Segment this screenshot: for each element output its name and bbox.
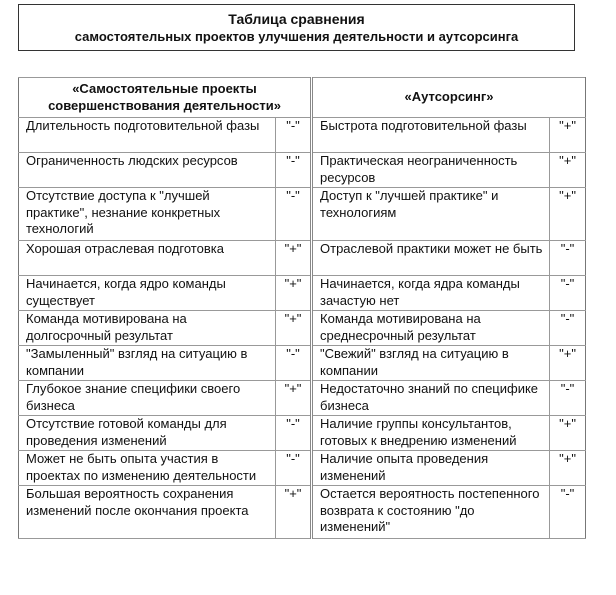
self-project-mark: "-" xyxy=(276,451,312,486)
outsourcing-feature: Отраслевой практики может не быть xyxy=(312,241,550,276)
table-body xyxy=(19,118,586,539)
outsourcing-mark: "+" xyxy=(550,451,586,486)
outsourcing-mark: "+" xyxy=(550,118,586,153)
self-project-feature: Команда мотивирована на долгосрочный результат xyxy=(19,311,276,346)
self-project-mark: "-" xyxy=(276,346,312,381)
outsourcing-mark: "-" xyxy=(550,241,586,276)
outsourcing-mark: "-" xyxy=(550,311,586,346)
self-project-feature: Глубокое знание специфики своего бизнеса xyxy=(19,381,276,416)
outsourcing-feature: Доступ к "лучшей практике" и технологиям xyxy=(312,188,550,241)
outsourcing-feature: Быстрота подготовительной фазы xyxy=(312,118,550,153)
table-row xyxy=(19,486,586,539)
table-row xyxy=(19,311,586,346)
self-project-feature: Отсутствие готовой команды для проведения изменений xyxy=(19,416,276,451)
outsourcing-feature: Начинается, когда ядра команды зачастую нет xyxy=(312,276,550,311)
outsourcing-mark: "+" xyxy=(550,153,586,188)
outsourcing-mark: "+" xyxy=(550,188,586,241)
self-project-mark: "-" xyxy=(276,153,312,188)
table-row xyxy=(19,276,586,311)
self-project-mark: "-" xyxy=(276,118,312,153)
document-title-box xyxy=(18,4,575,51)
table-row xyxy=(19,416,586,451)
outsourcing-feature: Остается вероятность постепенного возврата к состоянию "до изменений" xyxy=(312,486,550,539)
header-outsourcing: «Аутсорсинг» xyxy=(312,78,586,118)
self-project-mark: "-" xyxy=(276,188,312,241)
self-project-mark: "-" xyxy=(276,416,312,451)
comparison-table xyxy=(18,77,586,539)
outsourcing-feature: Наличие опыта проведения изменений xyxy=(312,451,550,486)
self-project-feature: Большая вероятность сохранения изменений после окончания проекта xyxy=(19,486,276,539)
outsourcing-mark: "-" xyxy=(550,276,586,311)
table-row xyxy=(19,188,586,241)
outsourcing-feature: "Свежий" взгляд на ситуацию в компании xyxy=(312,346,550,381)
outsourcing-mark: "+" xyxy=(550,346,586,381)
table-row xyxy=(19,346,586,381)
table-row xyxy=(19,241,586,276)
self-project-feature: Может не быть опыта участия в проектах по изменению деятельности xyxy=(19,451,276,486)
header-self-projects: «Самостоятельные проекты совершенствования деятельности» xyxy=(19,78,312,118)
document-subtitle: самостоятельных проектов улучшения деятельности и аутсорсинга xyxy=(74,28,519,44)
self-project-mark: "+" xyxy=(276,276,312,311)
outsourcing-feature: Недостаточно знаний по специфике бизнеса xyxy=(312,381,550,416)
outsourcing-feature: Практическая неограниченность ресурсов xyxy=(312,153,550,188)
table-row xyxy=(19,153,586,188)
self-project-feature: Длительность подготовительной фазы xyxy=(19,118,276,153)
outsourcing-mark: "-" xyxy=(550,486,586,539)
self-project-feature: "Замыленный" взгляд на ситуацию в компании xyxy=(19,346,276,381)
table-row xyxy=(19,381,586,416)
document-title: Таблица сравнения xyxy=(228,10,365,27)
outsourcing-mark: "+" xyxy=(550,416,586,451)
self-project-mark: "+" xyxy=(276,241,312,276)
outsourcing-feature: Наличие группы консультантов, готовых к внедрению изменений xyxy=(312,416,550,451)
self-project-feature: Хорошая отраслевая подготовка xyxy=(19,241,276,276)
table-row xyxy=(19,451,586,486)
self-project-mark: "+" xyxy=(276,381,312,416)
self-project-feature: Отсутствие доступа к "лучшей практике", незнание конкретных технологий xyxy=(19,188,276,241)
self-project-mark: "+" xyxy=(276,486,312,539)
self-project-feature: Начинается, когда ядро команды существует xyxy=(19,276,276,311)
self-project-feature: Ограниченность людских ресурсов xyxy=(19,153,276,188)
table-row xyxy=(19,118,586,153)
self-project-mark: "+" xyxy=(276,311,312,346)
outsourcing-mark: "-" xyxy=(550,381,586,416)
outsourcing-feature: Команда мотивирована на среднесрочный результат xyxy=(312,311,550,346)
table-header-row xyxy=(19,78,586,118)
